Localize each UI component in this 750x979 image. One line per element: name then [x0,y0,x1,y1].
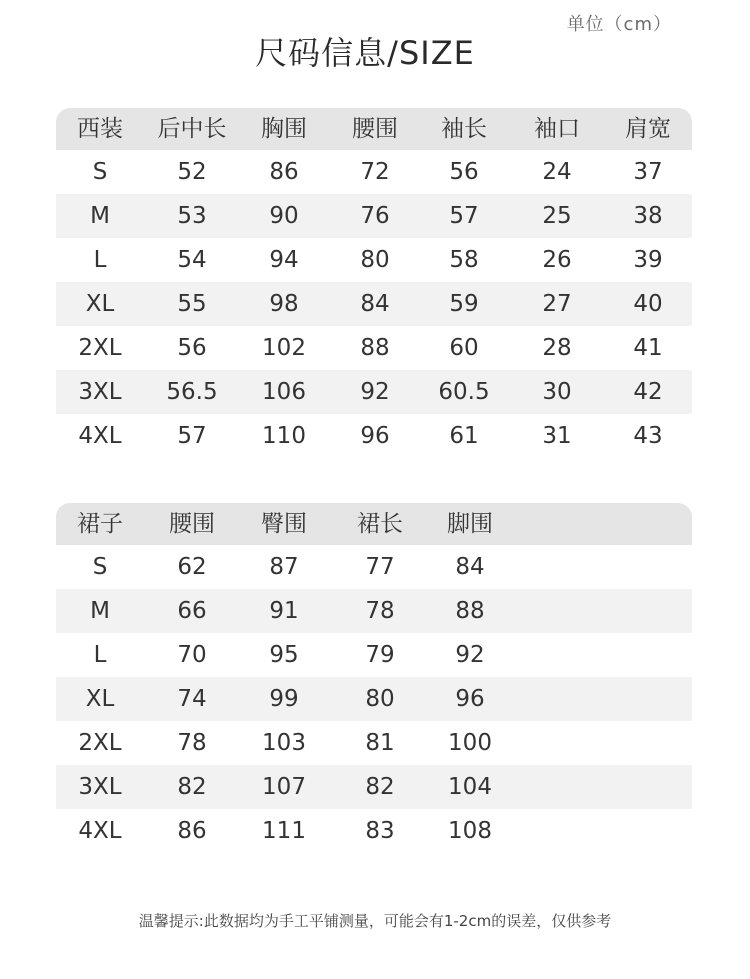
table-cell: L [93,642,107,668]
table-row [56,194,692,238]
table-cell: 56.5 [166,379,218,405]
table-cell: 60.5 [438,379,490,405]
table-cell: 86 [269,159,299,185]
table-cell: 62 [177,554,207,580]
table-row [56,721,692,765]
column-header: 臀围 [261,511,307,537]
table-cell: 78 [177,730,207,756]
column-header: 西装 [77,116,123,142]
table-cell: 58 [449,247,479,273]
table-cell: M [90,203,110,229]
table-cell: 43 [633,423,663,449]
column-header: 裙子 [77,511,123,537]
table-cell: 25 [542,203,572,229]
table-row [56,150,692,194]
table-cell: 70 [177,642,207,668]
skirt-size-table [56,503,692,853]
table-cell: 66 [177,598,207,624]
column-header: 胸围 [261,116,307,142]
table-cell: 102 [262,335,306,361]
column-header: 袖长 [441,116,487,142]
table-cell: 92 [455,642,485,668]
table-cell: 3XL [78,774,122,800]
table-cell: 95 [269,642,299,668]
table-cell: 110 [262,423,306,449]
column-header: 肩宽 [625,116,671,142]
table-cell: 80 [365,686,395,712]
table-cell: 3XL [78,379,122,405]
table-cell: 56 [449,159,479,185]
table-cell: 84 [360,291,390,317]
table-cell: 88 [360,335,390,361]
table-cell: 90 [269,203,299,229]
table-cell: 53 [177,203,207,229]
table-row [56,545,692,589]
table-cell: 54 [177,247,207,273]
table-cell: 59 [449,291,479,317]
table-cell: 42 [633,379,663,405]
table-cell: 30 [542,379,572,405]
table-row [56,414,692,458]
table-header-row [56,108,692,150]
table-header-row [56,503,692,545]
table-cell: 28 [542,335,572,361]
table-cell: 91 [269,598,299,624]
table-cell: XL [85,686,115,712]
table-cell: 2XL [78,335,122,361]
table-row [56,326,692,370]
table-cell: 107 [262,774,306,800]
column-header: 袖口 [534,116,580,142]
table-cell: 81 [365,730,395,756]
column-header: 腰围 [352,116,398,142]
table-cell: 40 [633,291,663,317]
table-cell: 83 [365,818,395,844]
table-cell: 76 [360,203,390,229]
table-cell: 55 [177,291,207,317]
table-cell: 108 [448,818,492,844]
table-cell: 96 [360,423,390,449]
table-cell: 94 [269,247,299,273]
column-header: 裙长 [357,511,403,537]
table-cell: 2XL [78,730,122,756]
table-cell: 78 [365,598,395,624]
table-row [56,282,692,326]
table-cell: 31 [542,423,572,449]
table-cell: 4XL [78,423,122,449]
table-row [56,765,692,809]
table-cell: 57 [449,203,479,229]
table-cell: 77 [365,554,395,580]
table-row [56,633,692,677]
table-cell: 84 [455,554,485,580]
table-cell: 41 [633,335,663,361]
table-cell: 98 [269,291,299,317]
table-cell: 39 [633,247,663,273]
table-cell: 26 [542,247,572,273]
table-cell: 99 [269,686,299,712]
table-cell: 60 [449,335,479,361]
table-cell: 80 [360,247,390,273]
table-cell: 82 [177,774,207,800]
table-cell: 79 [365,642,395,668]
table-cell: 87 [269,554,299,580]
table-cell: 72 [360,159,390,185]
table-cell: L [93,247,107,273]
measurement-note: 温馨提示:此数据均为手工平铺测量，可能会有1-2cm的误差，仅供参考 [138,912,612,930]
table-cell: 104 [448,774,492,800]
table-cell: 38 [633,203,663,229]
suit-size-table [56,108,692,458]
table-row [56,370,692,414]
table-cell: 96 [455,686,485,712]
table-cell: 92 [360,379,390,405]
table-cell: 88 [455,598,485,624]
table-cell: M [90,598,110,624]
table-cell: 106 [262,379,306,405]
table-cell: 61 [449,423,479,449]
table-cell: 111 [262,818,306,844]
table-cell: XL [85,291,115,317]
table-cell: 4XL [78,818,122,844]
column-header: 腰围 [169,511,215,537]
table-cell: 82 [365,774,395,800]
unit-label: 单位（cm） [566,14,672,35]
table-cell: 56 [177,335,207,361]
table-cell: 103 [262,730,306,756]
column-header: 后中长 [157,116,227,142]
table-cell: 52 [177,159,207,185]
table-cell: S [92,159,108,185]
table-row [56,238,692,282]
table-row [56,677,692,721]
table-cell: 27 [542,291,572,317]
table-row [56,589,692,633]
table-cell: 74 [177,686,207,712]
table-cell: 100 [448,730,492,756]
table-cell: 86 [177,818,207,844]
page-title: 尺码信息/SIZE [255,34,475,72]
table-cell: 24 [542,159,572,185]
table-cell: 37 [633,159,663,185]
table-cell: 57 [177,423,207,449]
table-row [56,809,692,853]
column-header: 脚围 [447,511,493,537]
table-cell: S [92,554,108,580]
